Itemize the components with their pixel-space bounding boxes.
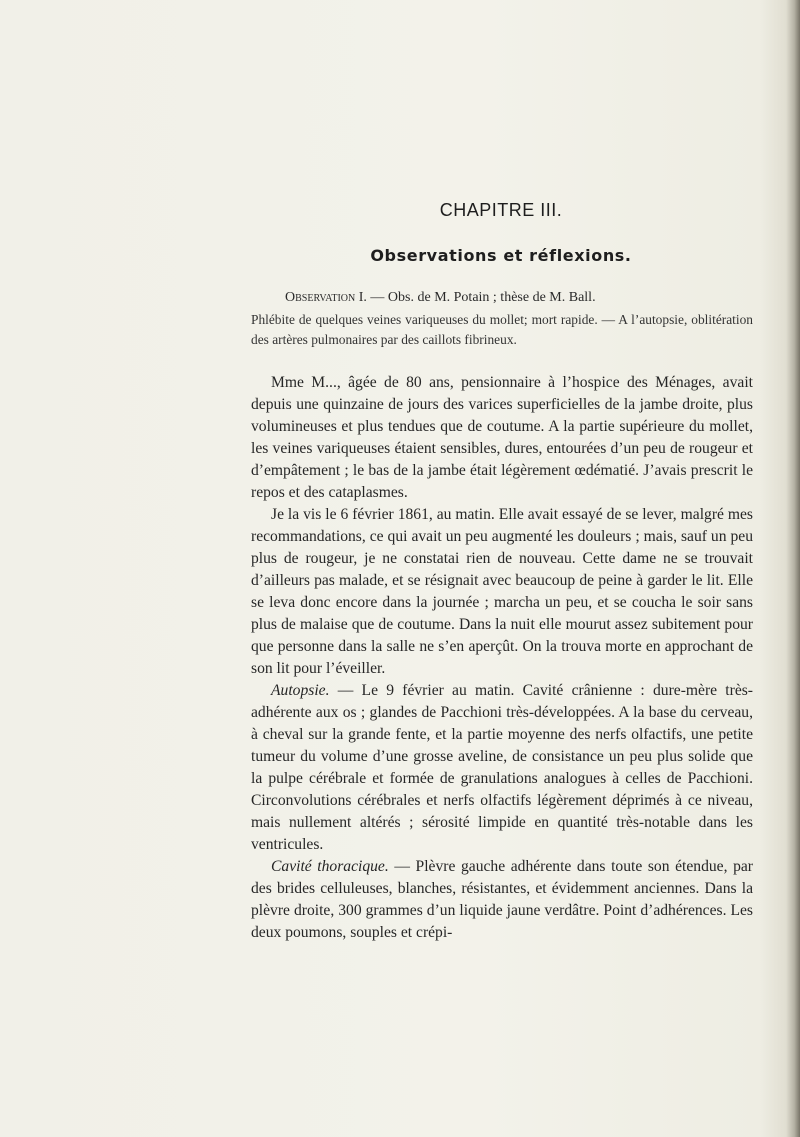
observation-summary: Phlébite de quelques veines variqueuses du mollet; mort rapide. — A l’autopsie, oblitération des artères pulmonaires par des caillots fibrineux.: [251, 312, 753, 347]
page-edge-shadow: [786, 0, 800, 1137]
section-title: Observations et réflexions.: [370, 246, 632, 265]
paragraph-text: — Le 9 février au matin. Cavité crânienne : dure-mère très-adhérente aux os ; glandes de Pacchioni très-développées. A la base du cerveau, à cheval sur la grande fente, et la partie moyenne des nerfs olfactifs, une petite tumeur du volume d’une grosse aveline, de consistance un peu plus solide que la pulpe cérébrale et formée de granulations analogues à celles de Pacchioni. Circonvolutions cérébrales et nerfs olfactifs légèrement déprimés à ce niveau, mais nullement altérés ; sérosité limpide en quantité très-notable dans les ventricules.: [251, 682, 753, 853]
paragraph-text: — Plèvre gauche adhérente dans toute son étendue, par des brides celluleuses, blanches, résistantes, et évidemment anciennes. Dans la plèvre droite, 300 grammes d’un liquide jaune verdâtre. Point d’adhérences. Les deux poumons, souples et crépi-: [251, 858, 754, 941]
body-text: [251, 372, 753, 944]
paragraph-3: [251, 680, 753, 856]
paragraph-1: [251, 372, 753, 504]
paragraph-lead: Autopsie.: [271, 682, 330, 699]
paragraph-2: [251, 504, 753, 680]
observation-reference: — Obs. de M. Potain ; thèse de M. Ball.: [370, 290, 596, 305]
paragraph-text: Je la vis le 6 février 1861, au matin. Elle avait essayé de se lever, malgré mes recommandations, ce qui avait un peu augmenté les douleurs ; mais, sauf un peu plus de rougeur, je ne constatai rien de nouveau. Cette dame ne se trouvait d’ailleurs pas malade, et se résignait avec beaucoup de peine à garder le lit. Elle se leva donc encore dans la journée ; marcha un peu, et se coucha le soir sans plus de malaise que de coutume. Dans la nuit elle mourut assez subitement pour que personne dans la salle ne s’en aperçût. On la trouva morte en approchant de son lit pour l’éveiller.: [251, 506, 753, 677]
chapter-title: CHAPITRE III.: [439, 200, 563, 220]
paragraph-lead: Cavité thoracique.: [271, 858, 389, 875]
observation-number: I.: [358, 290, 367, 305]
observation-heading: [285, 290, 755, 306]
observation-label: Observation: [285, 290, 356, 305]
paragraph-4: [251, 856, 753, 944]
paragraph-text: Mme M..., âgée de 80 ans, pensionnaire à l’hospice des Ménages, avait depuis une quinzaine de jours des varices superficielles de la jambe droite, plus volumineuses et plus tendues que de coutume. A la partie supérieure du mollet, les veines variqueuses étaient sensibles, dures, entourées d’un peu de rougeur et d’empâtement ; le bas de la jambe était légèrement œdématié. J’avais prescrit le repos et des cataplasmes.: [251, 374, 753, 501]
